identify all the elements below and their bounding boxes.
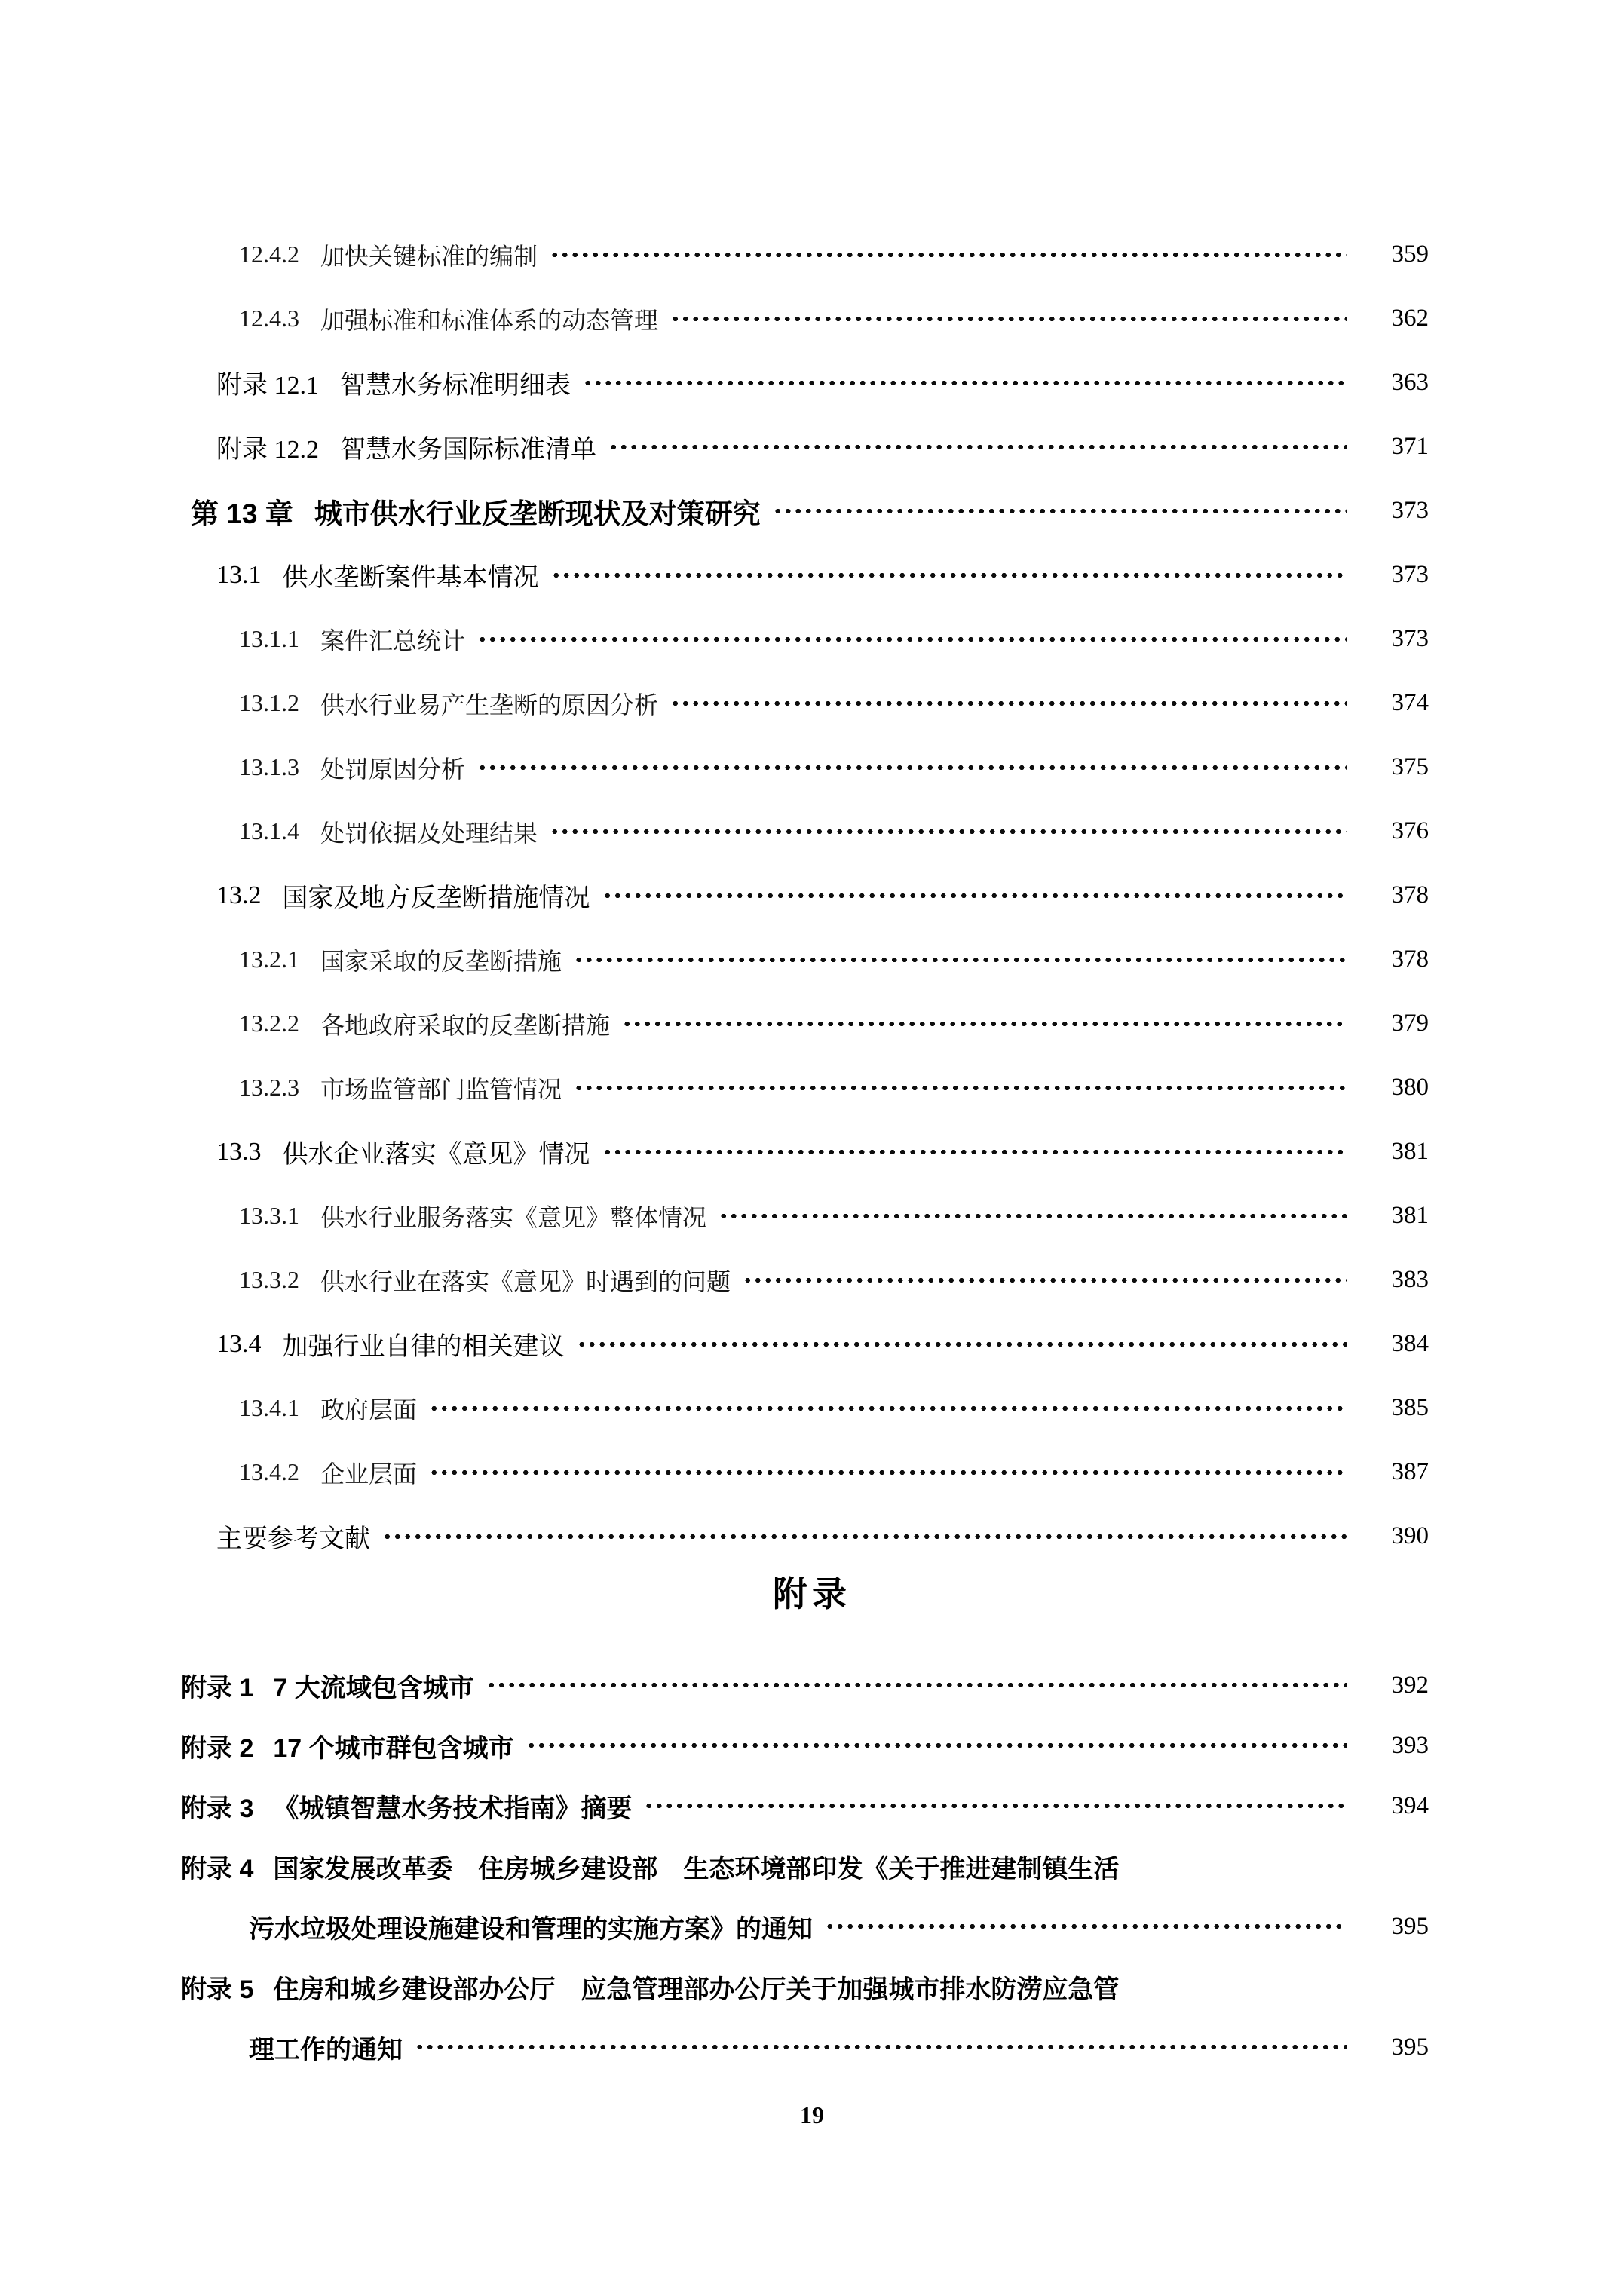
- leader-dots: [477, 764, 1347, 771]
- toc-entry-title: 供水企业落实《意见》情况: [282, 1141, 590, 1169]
- toc-entry-number: 13.4: [216, 1329, 262, 1358]
- toc-entry-number: 13.3.2: [239, 1266, 299, 1293]
- leader-dots: [526, 1742, 1347, 1749]
- appendix-entry-number: 附录 1: [181, 1673, 254, 1702]
- appendix-entry-line1: [0, 1655, 1624, 1715]
- toc-entry-number: 附录 12.1: [216, 372, 319, 400]
- leader-dots: [574, 956, 1347, 964]
- toc-entry: [0, 671, 1624, 735]
- toc-entry-title: 主要参考文献: [216, 1525, 370, 1553]
- appendix-entry: [0, 1836, 1624, 1957]
- toc-entry-page: 390: [1391, 1522, 1429, 1549]
- leader-dots: [415, 2043, 1347, 2051]
- toc-entry: [0, 1056, 1624, 1120]
- appendix-entry-page: 393: [1391, 1731, 1429, 1759]
- appendix-entry-line1: [0, 1776, 1624, 1836]
- leader-dots: [773, 507, 1347, 515]
- appendix-entry-number: 附录 5: [181, 1975, 254, 2004]
- toc-entry-number: 13.3: [216, 1137, 262, 1166]
- appendix-heading: 附录: [773, 1575, 851, 1614]
- toc-entry: [0, 1248, 1624, 1312]
- toc-entry-page: 376: [1391, 817, 1429, 844]
- toc-entry-page: 359: [1391, 241, 1429, 268]
- toc-entry-number: 12.4.2: [239, 241, 299, 268]
- toc-entry-page: 362: [1391, 305, 1429, 332]
- toc-entry-page: 375: [1391, 753, 1429, 780]
- toc-entry-title: 城市供水行业反垄断现状及对策研究: [314, 498, 761, 529]
- toc-entry-number: 13.2.3: [239, 1074, 299, 1101]
- toc-entry-title: 智慧水务国际标准清单: [340, 436, 596, 464]
- toc-entry: [0, 1504, 1624, 1568]
- appendix-entry: [0, 1776, 1624, 1836]
- toc-entry: [0, 863, 1624, 927]
- toc-entry-page: 374: [1391, 689, 1429, 716]
- footer-page-number: 19: [800, 2101, 824, 2128]
- toc-entry: [0, 351, 1624, 415]
- toc-entry: [0, 1312, 1624, 1376]
- appendix-entry-line1: [0, 1836, 1624, 1896]
- toc-entry: [0, 799, 1624, 863]
- appendix-entry-number: 附录 3: [181, 1794, 254, 1823]
- toc-entry-title: 各地政府采取的反垄断措施: [320, 1011, 611, 1039]
- toc-entry-title: 加快关键标准的编制: [320, 242, 538, 270]
- toc-entry-title: 企业层面: [320, 1460, 418, 1488]
- toc-entry-page: 380: [1391, 1074, 1429, 1101]
- toc-entry-title: 政府层面: [320, 1396, 418, 1424]
- appendix-entry-number: 附录 4: [181, 1854, 254, 1883]
- leader-dots: [574, 1084, 1347, 1092]
- leader-dots: [719, 1212, 1347, 1220]
- leader-dots: [382, 1533, 1347, 1540]
- appendix-list: [0, 1655, 1624, 2077]
- leader-dots: [608, 443, 1347, 451]
- leader-dots: [429, 1405, 1347, 1412]
- toc-entry-title: 案件汇总统计: [320, 627, 466, 654]
- appendix-entry: [0, 1957, 1624, 2077]
- appendix-entry-page: 395: [1391, 2033, 1429, 2061]
- leader-dots: [622, 1020, 1347, 1028]
- toc-entry-page: 384: [1391, 1330, 1429, 1357]
- leader-dots: [743, 1276, 1347, 1284]
- toc-entry: [0, 1440, 1624, 1504]
- leader-dots: [602, 892, 1348, 899]
- leader-dots: [577, 1341, 1348, 1348]
- toc-entry: [0, 735, 1624, 799]
- toc-entry: [0, 1120, 1624, 1184]
- leader-dots: [602, 1148, 1348, 1156]
- leader-dots: [551, 572, 1348, 579]
- appendix-entry-page: 394: [1391, 1791, 1429, 1819]
- leader-dots: [486, 1681, 1347, 1689]
- appendix-entry-number: 附录 2: [181, 1733, 254, 1763]
- leader-dots: [429, 1469, 1347, 1476]
- toc-entry-number: 13.2.2: [239, 1010, 299, 1037]
- leader-dots: [670, 700, 1347, 707]
- toc-entry-number: 13.1.4: [239, 817, 299, 844]
- toc-entry-title: 供水行业在落实《意见》时遇到的问题: [320, 1267, 731, 1295]
- toc-entry-title: 供水行业服务落实《意见》整体情况: [320, 1203, 707, 1231]
- toc-entry: [0, 1184, 1624, 1248]
- toc-entry: [0, 287, 1624, 351]
- toc-entry-page: 385: [1391, 1394, 1429, 1421]
- toc-entry-number: 13.4.2: [239, 1458, 299, 1485]
- leader-dots: [550, 828, 1347, 835]
- toc-entry-number: 13.2: [216, 881, 262, 909]
- leader-dots: [477, 636, 1347, 643]
- appendix-entry: [0, 1715, 1624, 1776]
- toc-entry-number: 附录 12.2: [216, 436, 319, 464]
- toc-entry-number: 13.4.1: [239, 1394, 299, 1421]
- toc-entry: [0, 415, 1624, 479]
- appendix-entry-title-line1: 7 大流域包含城市: [273, 1673, 474, 1702]
- toc-entry-number: 第 13 章: [191, 498, 293, 529]
- appendix-entry-line1: [0, 1957, 1624, 2017]
- toc-entry-title: 智慧水务标准明细表: [340, 372, 571, 400]
- toc-entry-page: 383: [1391, 1266, 1429, 1293]
- toc-entry-number: 13.1.2: [239, 689, 299, 716]
- toc-entry-number: 13.2.1: [239, 945, 299, 973]
- appendix-entry-title-line1: 17 个城市群包含城市: [273, 1733, 514, 1763]
- appendix-entry-title-line1: 国家发展改革委 住房城乡建设部 生态环境部印发《关于推进建制镇生活: [273, 1854, 1120, 1883]
- toc-entry-title: 国家及地方反垄断措施情况: [282, 884, 590, 912]
- toc-entry: [0, 543, 1624, 607]
- leader-dots: [644, 1802, 1347, 1810]
- toc-entry: [0, 1376, 1624, 1440]
- appendix-entry: [0, 1655, 1624, 1715]
- toc-entry-title: 处罚依据及处理结果: [320, 819, 538, 847]
- toc-entry-number: 12.4.3: [239, 305, 299, 332]
- toc-entry-title: 市场监管部门监管情况: [320, 1075, 562, 1103]
- toc-entry-number: 13.3.1: [239, 1202, 299, 1229]
- toc-entry: [0, 479, 1624, 543]
- toc-entry-title: 加强标准和标准体系的动态管理: [320, 306, 659, 334]
- appendix-entry-title-line1: 《城镇智慧水务技术指南》摘要: [273, 1794, 633, 1823]
- toc-entry-title: 供水垄断案件基本情况: [282, 564, 539, 592]
- toc-entry-page: 378: [1391, 881, 1429, 909]
- appendix-entry-line2: [0, 1896, 1624, 1957]
- leader-dots: [670, 315, 1347, 323]
- appendix-entry-page: 395: [1391, 1912, 1429, 1940]
- toc-entry-title: 国家采取的反垄断措施: [320, 947, 562, 975]
- toc-entry-title: 供水行业易产生垄断的原因分析: [320, 691, 659, 719]
- toc-entry-page: 379: [1391, 1010, 1429, 1037]
- toc-entry-page: 373: [1391, 561, 1429, 588]
- toc-entry-title: 加强行业自律的相关建议: [282, 1333, 565, 1361]
- appendix-entry-title-line1: 住房和城乡建设部办公厅 应急管理部办公厅关于加强城市排水防涝应急管: [273, 1975, 1120, 2004]
- toc-entry-page: 381: [1391, 1202, 1429, 1229]
- leader-dots: [550, 251, 1347, 259]
- toc-entry-number: 13.1.3: [239, 753, 299, 780]
- toc-entry-page: 381: [1391, 1138, 1429, 1165]
- appendix-entry-line1: [0, 1715, 1624, 1776]
- toc-entry: [0, 927, 1624, 991]
- toc-entry-page: 371: [1391, 433, 1429, 460]
- toc-entry-number: 13.1: [216, 560, 262, 589]
- toc-entry-number: 13.1.1: [239, 625, 299, 652]
- toc-entry-page: 378: [1391, 945, 1429, 973]
- toc-entry-title: 处罚原因分析: [320, 755, 466, 783]
- toc-entry: [0, 222, 1624, 287]
- toc-entry-page: 363: [1391, 369, 1429, 396]
- toc-entry: [0, 607, 1624, 671]
- toc-entry-page: 373: [1391, 625, 1429, 652]
- appendix-entry-title-line2: 理工作的通知: [249, 2035, 403, 2064]
- appendix-entry-line2: [0, 2017, 1624, 2077]
- leader-dots: [825, 1923, 1347, 1930]
- leader-dots: [583, 379, 1347, 387]
- toc-entry: [0, 991, 1624, 1056]
- appendix-entry-title-line2: 污水垃圾处理设施建设和管理的实施方案》的通知: [249, 1914, 813, 1944]
- appendix-entry-page: 392: [1391, 1671, 1429, 1699]
- toc-entry-page: 373: [1391, 497, 1429, 524]
- toc-entry-page: 387: [1391, 1458, 1429, 1485]
